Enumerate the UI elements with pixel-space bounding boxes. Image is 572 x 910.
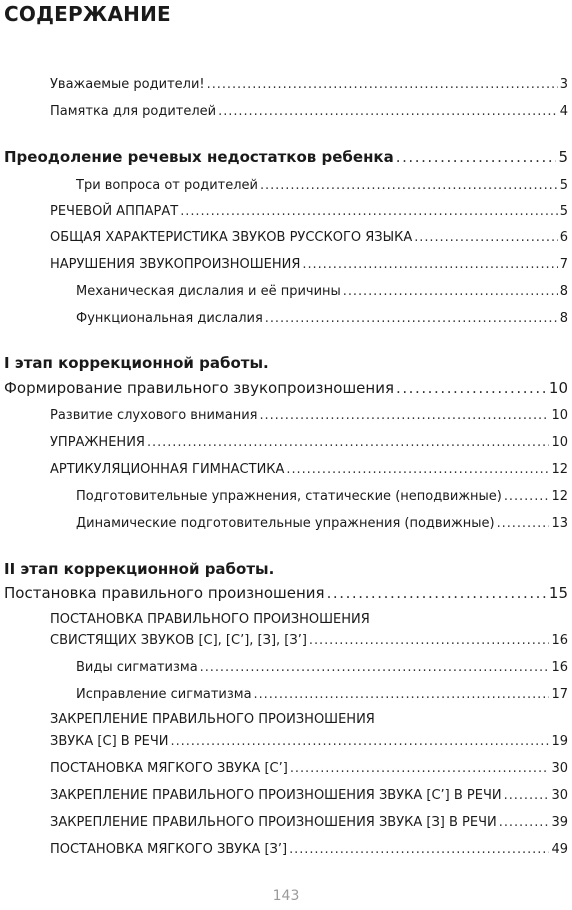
toc-entry-page: 30: [551, 788, 568, 803]
toc-entry-page: 8: [559, 284, 568, 299]
toc-entry-title: Уважаемые родители!: [50, 77, 205, 92]
page-title: СОДЕРЖАНИЕ: [4, 2, 171, 26]
dot-leader: [147, 434, 549, 451]
toc-entry-page: 7: [559, 257, 568, 272]
toc-entry: [50, 434, 568, 451]
toc-entry-title: Подготовительные упражнения, статические (неподвижные): [76, 489, 502, 504]
toc-entry-title: Развитие слухового внимания: [50, 408, 258, 423]
toc-entry: [50, 814, 568, 831]
toc-entry: [50, 632, 568, 649]
dot-leader: [254, 686, 550, 703]
toc-section: [4, 148, 568, 167]
toc-entry: [76, 515, 568, 532]
dot-leader: [180, 203, 558, 220]
toc-entry-title: СВИСТЯЩИХ ЗВУКОВ [С], [С’], [З], [З’]: [50, 633, 307, 648]
toc-entry-title: ЗАКРЕПЛЕНИЕ ПРАВИЛЬНОГО ПРОИЗНОШЕНИЯ ЗВУКА [З] В РЕЧИ: [50, 815, 497, 830]
toc-entry-page: 16: [551, 660, 568, 675]
toc-entry-title: РЕЧЕВОЙ АППАРАТ: [50, 204, 179, 219]
toc-entry-page: 10: [548, 379, 568, 397]
dot-leader: [497, 515, 550, 532]
dot-leader: [260, 177, 558, 194]
toc-entry: [76, 686, 568, 703]
toc-entry-page: 5: [559, 204, 568, 219]
toc-entry-title: ОБЩАЯ ХАРАКТЕРИСТИКА ЗВУКОВ РУССКОГО ЯЗЫКА: [50, 230, 413, 245]
toc-entry-page: 16: [551, 633, 568, 648]
dot-leader: [343, 283, 558, 300]
toc-entry: [50, 256, 568, 273]
dot-leader: [171, 733, 550, 750]
dot-leader: [207, 76, 558, 93]
dot-leader: [286, 461, 549, 478]
toc-section: [4, 584, 568, 603]
toc-entry-title: Динамические подготовительные упражнения (подвижные): [76, 516, 495, 531]
toc-entry-page: 8: [559, 311, 568, 326]
part-heading: I этап коррекционной работы.: [4, 354, 269, 372]
toc-entry: [76, 488, 568, 505]
dot-leader: [259, 407, 549, 424]
dot-leader: [302, 256, 557, 273]
dot-leader: [504, 787, 550, 804]
toc-entry-page: 3: [559, 77, 568, 92]
toc-entry-page: 13: [551, 516, 568, 531]
toc-entry: [50, 787, 568, 804]
toc-entry-page: 10: [551, 435, 568, 450]
dot-leader: [504, 488, 550, 505]
page-number: 143: [272, 888, 300, 904]
toc-entry: [50, 760, 568, 777]
dot-leader: [309, 632, 550, 649]
toc-entry: [76, 283, 568, 300]
toc-entry-title: Функциональная дислалия: [76, 311, 263, 326]
toc-entry-page: 17: [551, 687, 568, 702]
toc-entry-title: ЗАКРЕПЛЕНИЕ ПРАВИЛЬНОГО ПРОИЗНОШЕНИЯ ЗВУКА [С’] В РЕЧИ: [50, 788, 502, 803]
toc-entry: [76, 177, 568, 194]
dot-leader: [265, 310, 558, 327]
toc-entry: [76, 310, 568, 327]
toc-entry-page: 12: [551, 489, 568, 504]
toc-entry-page: 4: [559, 104, 568, 119]
dot-leader: [218, 103, 558, 120]
dot-leader: [290, 760, 550, 777]
toc-section: [4, 379, 568, 398]
toc-entry-title: Постановка правильного произношения: [4, 584, 325, 602]
toc-entry-title: ПОСТАНОВКА МЯГКОГО ЗВУКА [З’]: [50, 842, 288, 857]
dot-leader: [289, 841, 549, 858]
toc-entry-title: Памятка для родителей: [50, 104, 217, 119]
dot-leader: [499, 814, 550, 831]
toc-entry-title: НАРУШЕНИЯ ЗВУКОПРОИЗНОШЕНИЯ: [50, 257, 301, 272]
part-heading: II этап коррекционной работы.: [4, 560, 275, 578]
dot-leader: [200, 659, 550, 676]
dot-leader: [396, 148, 557, 167]
toc-entry: [50, 103, 568, 120]
dot-leader: [414, 229, 557, 246]
toc-entry-page: 5: [558, 148, 568, 166]
toc-entry: [76, 659, 568, 676]
toc-entry-title: Механическая дислалия и её причины: [76, 284, 341, 299]
toc-entry-title: Три вопроса от родителей: [76, 178, 258, 193]
toc-entry: [50, 407, 568, 424]
toc-entry: [50, 461, 568, 478]
toc-entry-title: Преодоление речевых недостатков ребенка: [4, 148, 394, 166]
toc-entry-page: 15: [548, 584, 568, 602]
dot-leader: [327, 584, 547, 603]
toc-entry: [50, 229, 568, 246]
toc-entry-page: 19: [551, 734, 568, 749]
toc-entry-title: Формирование правильного звукопроизношения: [4, 379, 394, 397]
toc-entry-page: 30: [551, 761, 568, 776]
toc-entry-page: 5: [559, 178, 568, 193]
toc-entry: [50, 841, 568, 858]
toc-entry: [50, 203, 568, 220]
toc-entry-page: 39: [551, 815, 568, 830]
toc-entry-line1: ЗАКРЕПЛЕНИЕ ПРАВИЛЬНОГО ПРОИЗНОШЕНИЯ: [50, 712, 375, 727]
toc-entry-title: АРТИКУЛЯЦИОННАЯ ГИМНАСТИКА: [50, 462, 285, 477]
toc-entry-title: Исправление сигматизма: [76, 687, 252, 702]
toc-entry-title: УПРАЖНЕНИЯ: [50, 435, 145, 450]
toc-entry-page: 49: [551, 842, 568, 857]
toc-entry-page: 6: [559, 230, 568, 245]
toc-entry-page: 12: [551, 462, 568, 477]
toc-entry-line1: ПОСТАНОВКА ПРАВИЛЬНОГО ПРОИЗНОШЕНИЯ: [50, 612, 370, 627]
dot-leader: [396, 379, 547, 398]
toc-entry-title: ЗВУКА [С] В РЕЧИ: [50, 734, 169, 749]
toc-entry: [50, 76, 568, 93]
toc-entry: [50, 733, 568, 750]
toc-entry-title: Виды сигматизма: [76, 660, 198, 675]
toc-entry-page: 10: [551, 408, 568, 423]
toc-entry-title: ПОСТАНОВКА МЯГКОГО ЗВУКА [С’]: [50, 761, 288, 776]
